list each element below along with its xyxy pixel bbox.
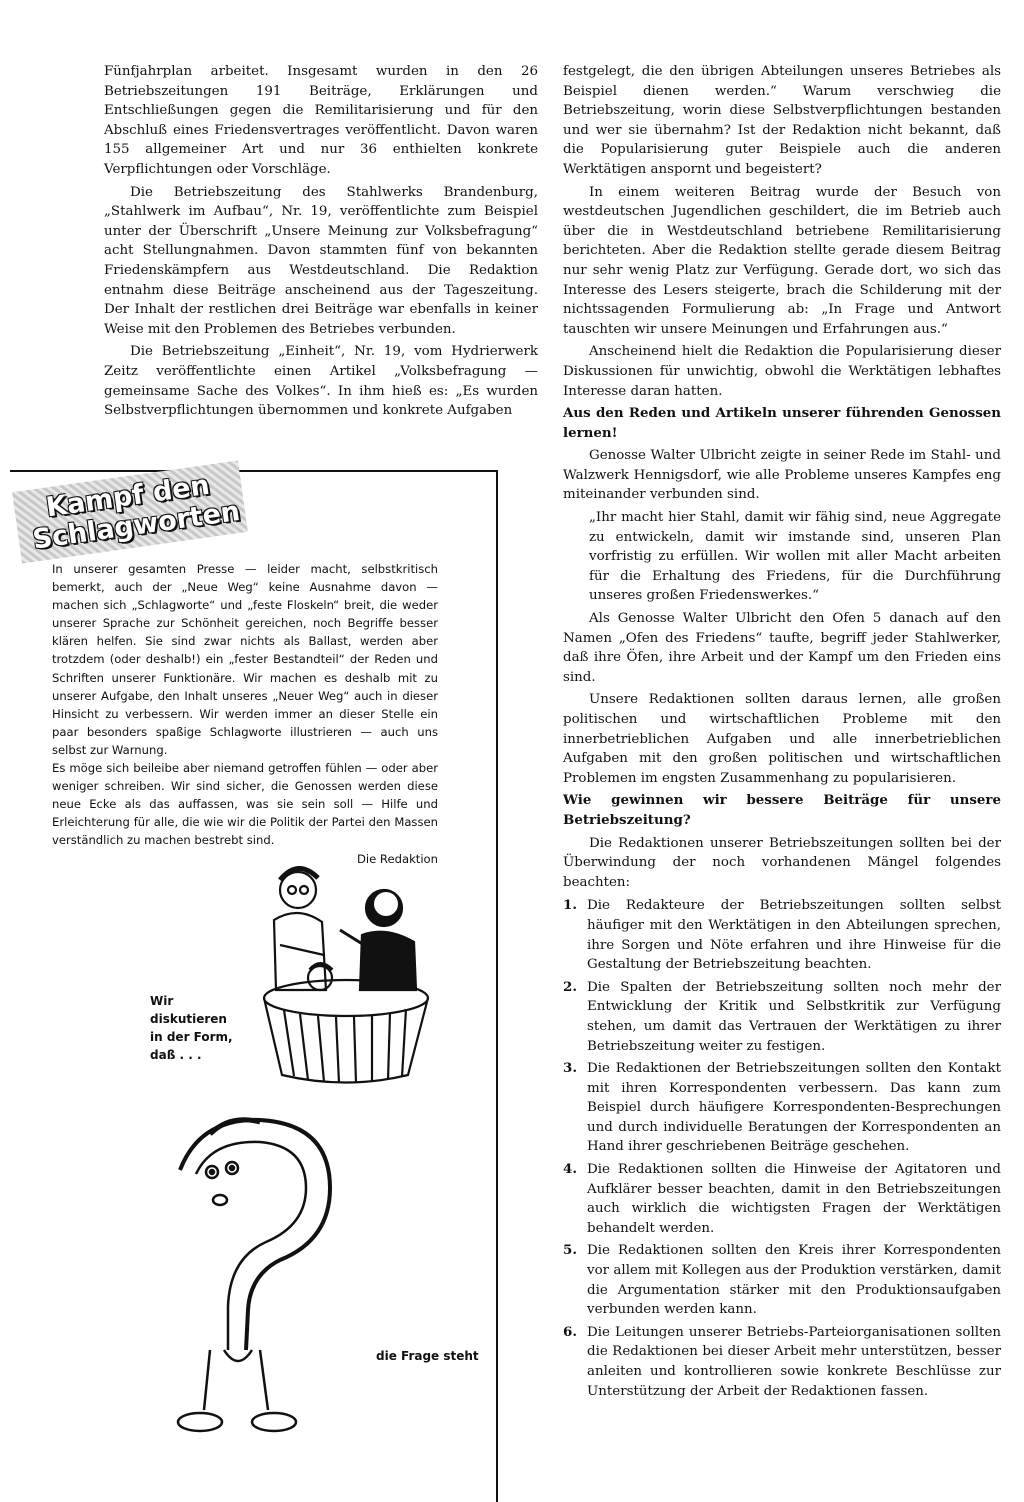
list-item: 6. Die Leitungen unserer Betriebs-Parteiorganisationen sollten die Redaktionen bei dieser Arbeit mehr unterstützen, besser anleiten und kontrollieren sowie konkrete Beschlüsse zur Unterstützung der Arbeit der Redaktionen fassen. (563, 1323, 1001, 1399)
paragraph: Unsere Redaktionen sollten daraus lernen, alle großen politischen und wirtschaftlichen Probleme mit den innerbetrieblichen Aufgaben und alle innerbetrieblichen Aufgaben mit den großen politischen und wirtschaftlichen Problemen im engsten Zusammenhang zu popularisieren. (563, 692, 1001, 786)
cartoon-caption-1: Wir diskutieren in der Form, daß . . . (150, 994, 233, 1062)
paragraph: Die Betriebszeitung „Einheit“, Nr. 19, vom Hydrierwerk Zeitz veröffentlichte einen Artikel „Volksbefragung — gemeinsame Sache des Volkes“. In ihm hieß es: „Es wurden Selbstverpflichtungen übernommen und konkrete Aufgaben (104, 344, 538, 419)
box-signature: Die Redaktion (356, 851, 438, 866)
paragraph: Genosse Walter Ulbricht zeigte in seiner Rede im Stahl- und Walzwerk Hennigsdorf, wie alle Probleme unseres Kampfes eng miteinander verbunden sind. (563, 448, 1001, 503)
section-heading: Aus den Reden und Artikeln unserer führenden Genossen lernen! (563, 405, 1001, 441)
paragraph: Die Redaktionen unserer Betriebszeitungen sollten bei der Überwindung der noch vorhandenen Mängel folgendes beachten: (563, 835, 1001, 890)
cartoon-caption-2: die Frage steht (376, 1349, 479, 1363)
tub-cartoon-illustration (236, 850, 446, 1090)
paragraph: Als Genosse Walter Ulbricht den Ofen 5 danach auf den Namen „Ofen des Friedens“ taufte, begriff jeder Stahlwerker, daß ihre Öfen, ihre Arbeit und der Kampf um den Frieden eins sind. (563, 611, 1001, 685)
paragraph: Die Betriebszeitung des Stahlwerks Brandenburg, „Stahlwerk im Aufbau“, Nr. 19, veröffentlichte zum Beispiel unter der Überschrift „Unsere Meinung zur Volksbefragung“ acht Stellungnahmen. Davon stammten fünf von bekannten Friedenskämpfern aus Westdeutschland. Die Redaktion entnahm diese Beiträge anscheinend aus der Tageszeitung. Der Inhalt der restlichen drei Beiträge war ebenfalls in keiner Weise mit den Problemen des Betriebes verbunden. (104, 184, 538, 337)
left-column (104, 62, 538, 424)
ulbricht-quote: „Ihr macht hier Stahl, damit wir fähig sind, neue Aggregate zu entwickeln, damit wir imstande sind, unseren Plan vorfristig zu erfüllen. Wir wollen mit aller Macht arbeiten für die Erhaltung des Friedens, für die Durchführung unseres großen Friedenswerkes.“ (589, 510, 1001, 604)
box-text (52, 560, 438, 868)
list-item: 4. Die Redaktionen sollten die Hinweise der Agitatoren und Aufklärer besser beachten, damit in den Betriebszeitungen auch wirklich die wichtigsten Fragen der Werktätigen behandelt werden. (563, 1161, 1001, 1236)
list-item: 5. Die Redaktionen sollten den Kreis ihrer Korrespondenten vor allem mit Kollegen aus der Produktion verstärken, damit die Argumentation stärker mit den Produktionsaufgaben verbunden werden kann. (563, 1242, 1001, 1318)
box-banner: Kampf den Schlagworten (12, 460, 248, 563)
section-heading: Wie gewinnen wir bessere Beiträge für unsere Betriebszeitung? (563, 792, 1001, 828)
paragraph: festgelegt, die den übrigen Abteilungen unseres Betriebes als Beispiel dienen werden.“ Warum verschwieg die Betriebszeitung, worin diese Selbstverpflichtungen bestanden und wer sie übernahm? Ist der Redaktion nicht bekannt, daß die Popularisierung guter Beispiele auch die anderen Werktätigen anspornt und begeistert? (563, 64, 1001, 177)
question-mark-cartoon-illustration (140, 1110, 370, 1470)
paragraph: Fünfjahrplan arbeitet. Insgesamt wurden in den 26 Betriebszeitungen 191 Beiträge, Erklärungen und Entschließungen gegen die Remilitarisierung und für den Abschluß eines Friedensvertrages veröffentlicht. Davon waren 155 allgemeiner Art und nur 36 enthielten konkrete Verpflichtungen oder Vorschläge. (104, 64, 538, 177)
box-paragraph: In unserer gesamten Presse — leider macht, selbstkritisch bemerkt, auch der „Neue Weg“ keine Ausnahme davon — machen sich „Schlagworte“ und „feste Floskeln“ breit, die weder unserer Sprache zur Schönheit gereichen, noch Begriffe besser klären helfen. Sie sind zwar nichts als Ballast, werden aber trotzdem (oder deshalb!) ein „fester Bestandteil“ der Reden und Schriften unserer Funktionäre. Wir machen es deshalb mit zu unserer Aufgabe, den Inhalt unseres „Neuer Weg“ auch in dieser Hinsicht zu verbessern. Wir werden immer an dieser Stelle ein paar besonders spaßige Schlagworte illustrieren — auch uns selbst zur Warnung. (52, 562, 438, 757)
recommendation-list (563, 896, 1001, 1401)
right-column (563, 62, 1001, 1404)
paragraph: In einem weiteren Beitrag wurde der Besuch von westdeutschen Jugendlichen geschildert, die im Betrieb auch über die in Westdeutschland betriebene Remilitarisierung berichteten. Aber die Redaktion stellte gerade diesem Beitrag nur sehr wenig Platz zur Verfügung. Gerade dort, wo sich das Interesse des Lesers steigerte, brach die Schilderung mit der nichtssagenden Formulierung ab: „In Frage und Antwort tauschten wir unsere Meinungen und Erfahrungen aus.“ (563, 184, 1001, 337)
list-item: 2. Die Spalten der Betriebszeitung sollten noch mehr der Entwicklung der Kritik und Selbstkritik zur Verfügung stehen, um damit das Vertrauen der Werktätigen zu ihrer Betriebszeitung weiter zu festigen. (563, 978, 1001, 1054)
list-item: 1. Die Redakteure der Betriebszeitungen sollten selbst häufiger mit den Werktätigen in den Abteilungen sprechen, ihre Sorgen und Nöte erfahren und ihre Hinweise für die Gestaltung der Betriebszeitung beachten. (563, 897, 1001, 973)
list-item: 3. Die Redaktionen der Betriebszeitungen sollten den Kontakt mit ihren Korrespondenten verbessern. Das kann zum Beispiel durch häufigere Korrespondenten-Besprechungen und durch individuelle Beratungen der Korrespondenten an Hand ihrer geschriebenen Beiträge geschehen. (563, 1060, 1001, 1155)
box-paragraph: Es möge sich beileibe aber niemand getroffen fühlen — oder aber weniger schreiben. Wir sind sicher, die Genossen werden diese neue Ecke als das auffassen, was sie sein soll — Hilfe und Erleichterung für alle, die wie wir die Politik der Partei den Massen verständlich zu machen bestrebt sind. (52, 761, 438, 848)
paragraph: Anscheinend hielt die Redaktion die Popularisierung dieser Diskussionen für unwichtig, obwohl die Werktätigen lebhaftes Interesse daran hatten. (563, 344, 1001, 399)
